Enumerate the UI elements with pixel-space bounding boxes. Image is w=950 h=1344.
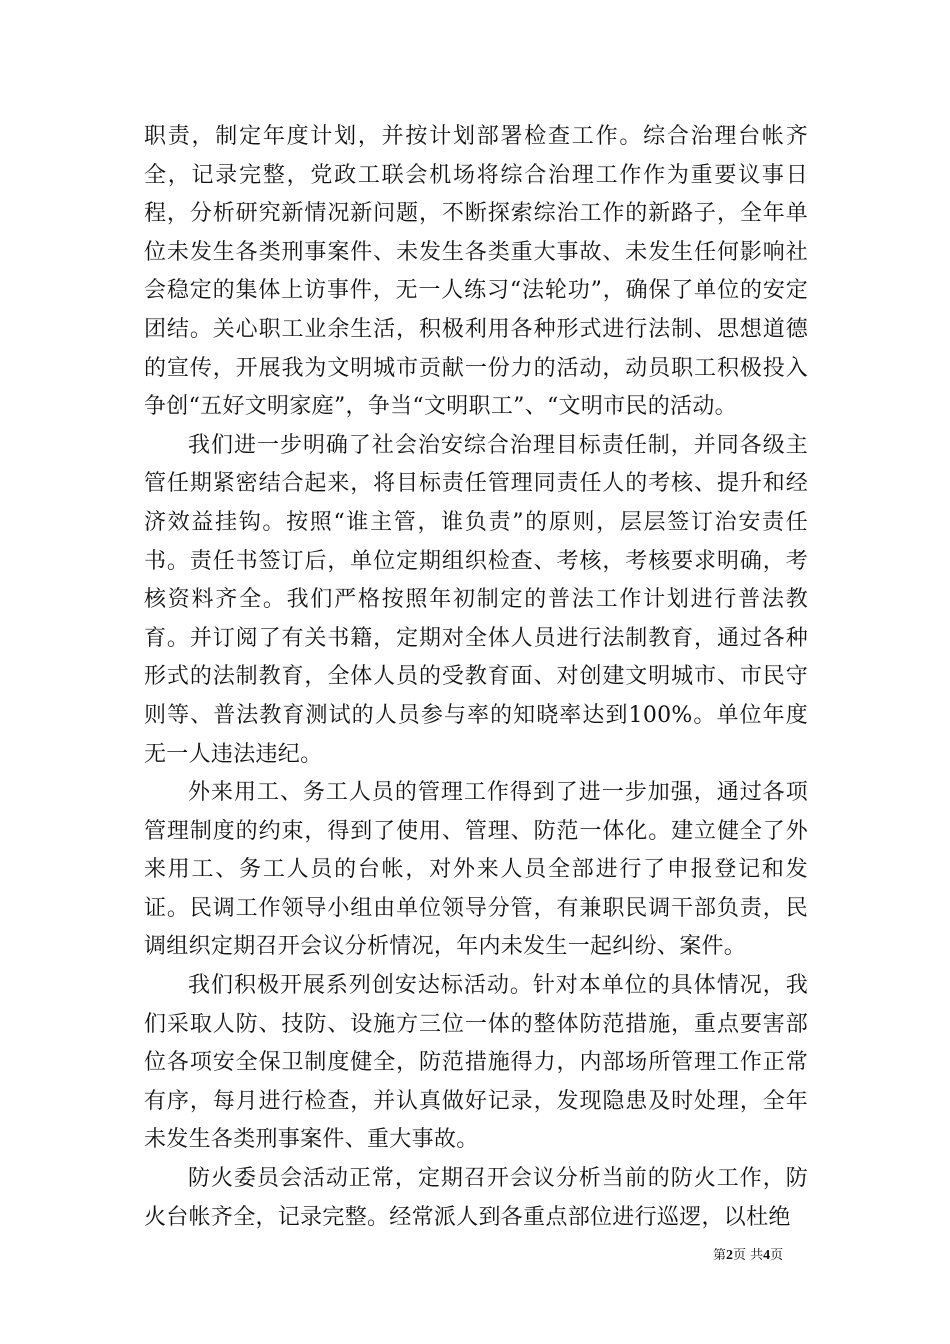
paragraph-3: 外来用工、务工人员的管理工作得到了进一步加强，通过各项管理制度的约束，得到了使用、管理、防范一体化。建立健全了外来用工、务工人员的台帐，对外来人员全部进行了申报登记和发证。民调工作领导小组由单位领导分管，有兼职民调干部负责，民调组织定期召开会议分析情况，年内未发生一起纠纷、案件。 bbox=[144, 780, 808, 960]
footer-total-pages: 4 bbox=[763, 1248, 771, 1263]
footer-suffix: 页 bbox=[770, 1248, 784, 1263]
paragraph-2: 我们进一步明确了社会治安综合治理目标责任制，并同各级主管任期紧密结合起来，将目标责任管理同责任人的考核、提升和经济效益挂钩。按照“谁主管，谁负责”的原则，层层签订治安责任书。责任书签订后，单位定期组织检查、考核，考核要求明确，考核资料齐全。我们严格按照年初制定的普法工作计划进行普法教育。并订阅了有关书籍，定期对全体人员进行法制教育，通过各种形式的法制教育，全体人员的受教育面、对创建文明城市、市民守则等、普法教育测试的人员参与率的知晓率达到100%。单位年度无一人违法违纪。 bbox=[144, 432, 808, 767]
paragraph-1: 职责，制定年度计划，并按计划部署检查工作。综合治理台帐齐全，记录完整，党政工联会机场将综合治理工作作为重要议事日程，分析研究新情况新问题，不断探索综治工作的新路子，全年单位未发生各类刑事案件、未发生各类重大事故、未发生任何影响社会稳定的集体上访事件，无一人练习“法轮功”，确保了单位的安定团结。关心职工业余生活，积极利用各种形式进行法制、思想道德的宣传，开展我为文明城市贡献一份力的活动，动员职工积极投入争创“五好文明家庭”，争当“文明职工”、“文明市民的活动。 bbox=[144, 124, 808, 420]
paragraph-4: 我们积极开展系列创安达标活动。针对本单位的具体情况，我们采取人防、技防、设施方三位一体的整体防范措施，重点要害部位各项安全保卫制度健全，防范措施得力，内部场所管理工作正常有序，每月进行检查，并认真做好记录，发现隐患及时处理，全年未发生各类刑事案件、重大事故。 bbox=[144, 973, 808, 1153]
footer-current-page: 2 bbox=[726, 1248, 734, 1263]
body-text bbox=[144, 118, 808, 1237]
footer-prefix: 第 bbox=[713, 1248, 727, 1263]
footer-middle: 页 共 bbox=[733, 1248, 764, 1263]
page-footer bbox=[713, 1247, 783, 1265]
paragraph-5: 防火委员会活动正常，定期召开会议分析当前的防火工作，防火台帐齐全，记录完整。经常派人到各重点部位进行巡逻，以杜绝 bbox=[144, 1166, 808, 1230]
